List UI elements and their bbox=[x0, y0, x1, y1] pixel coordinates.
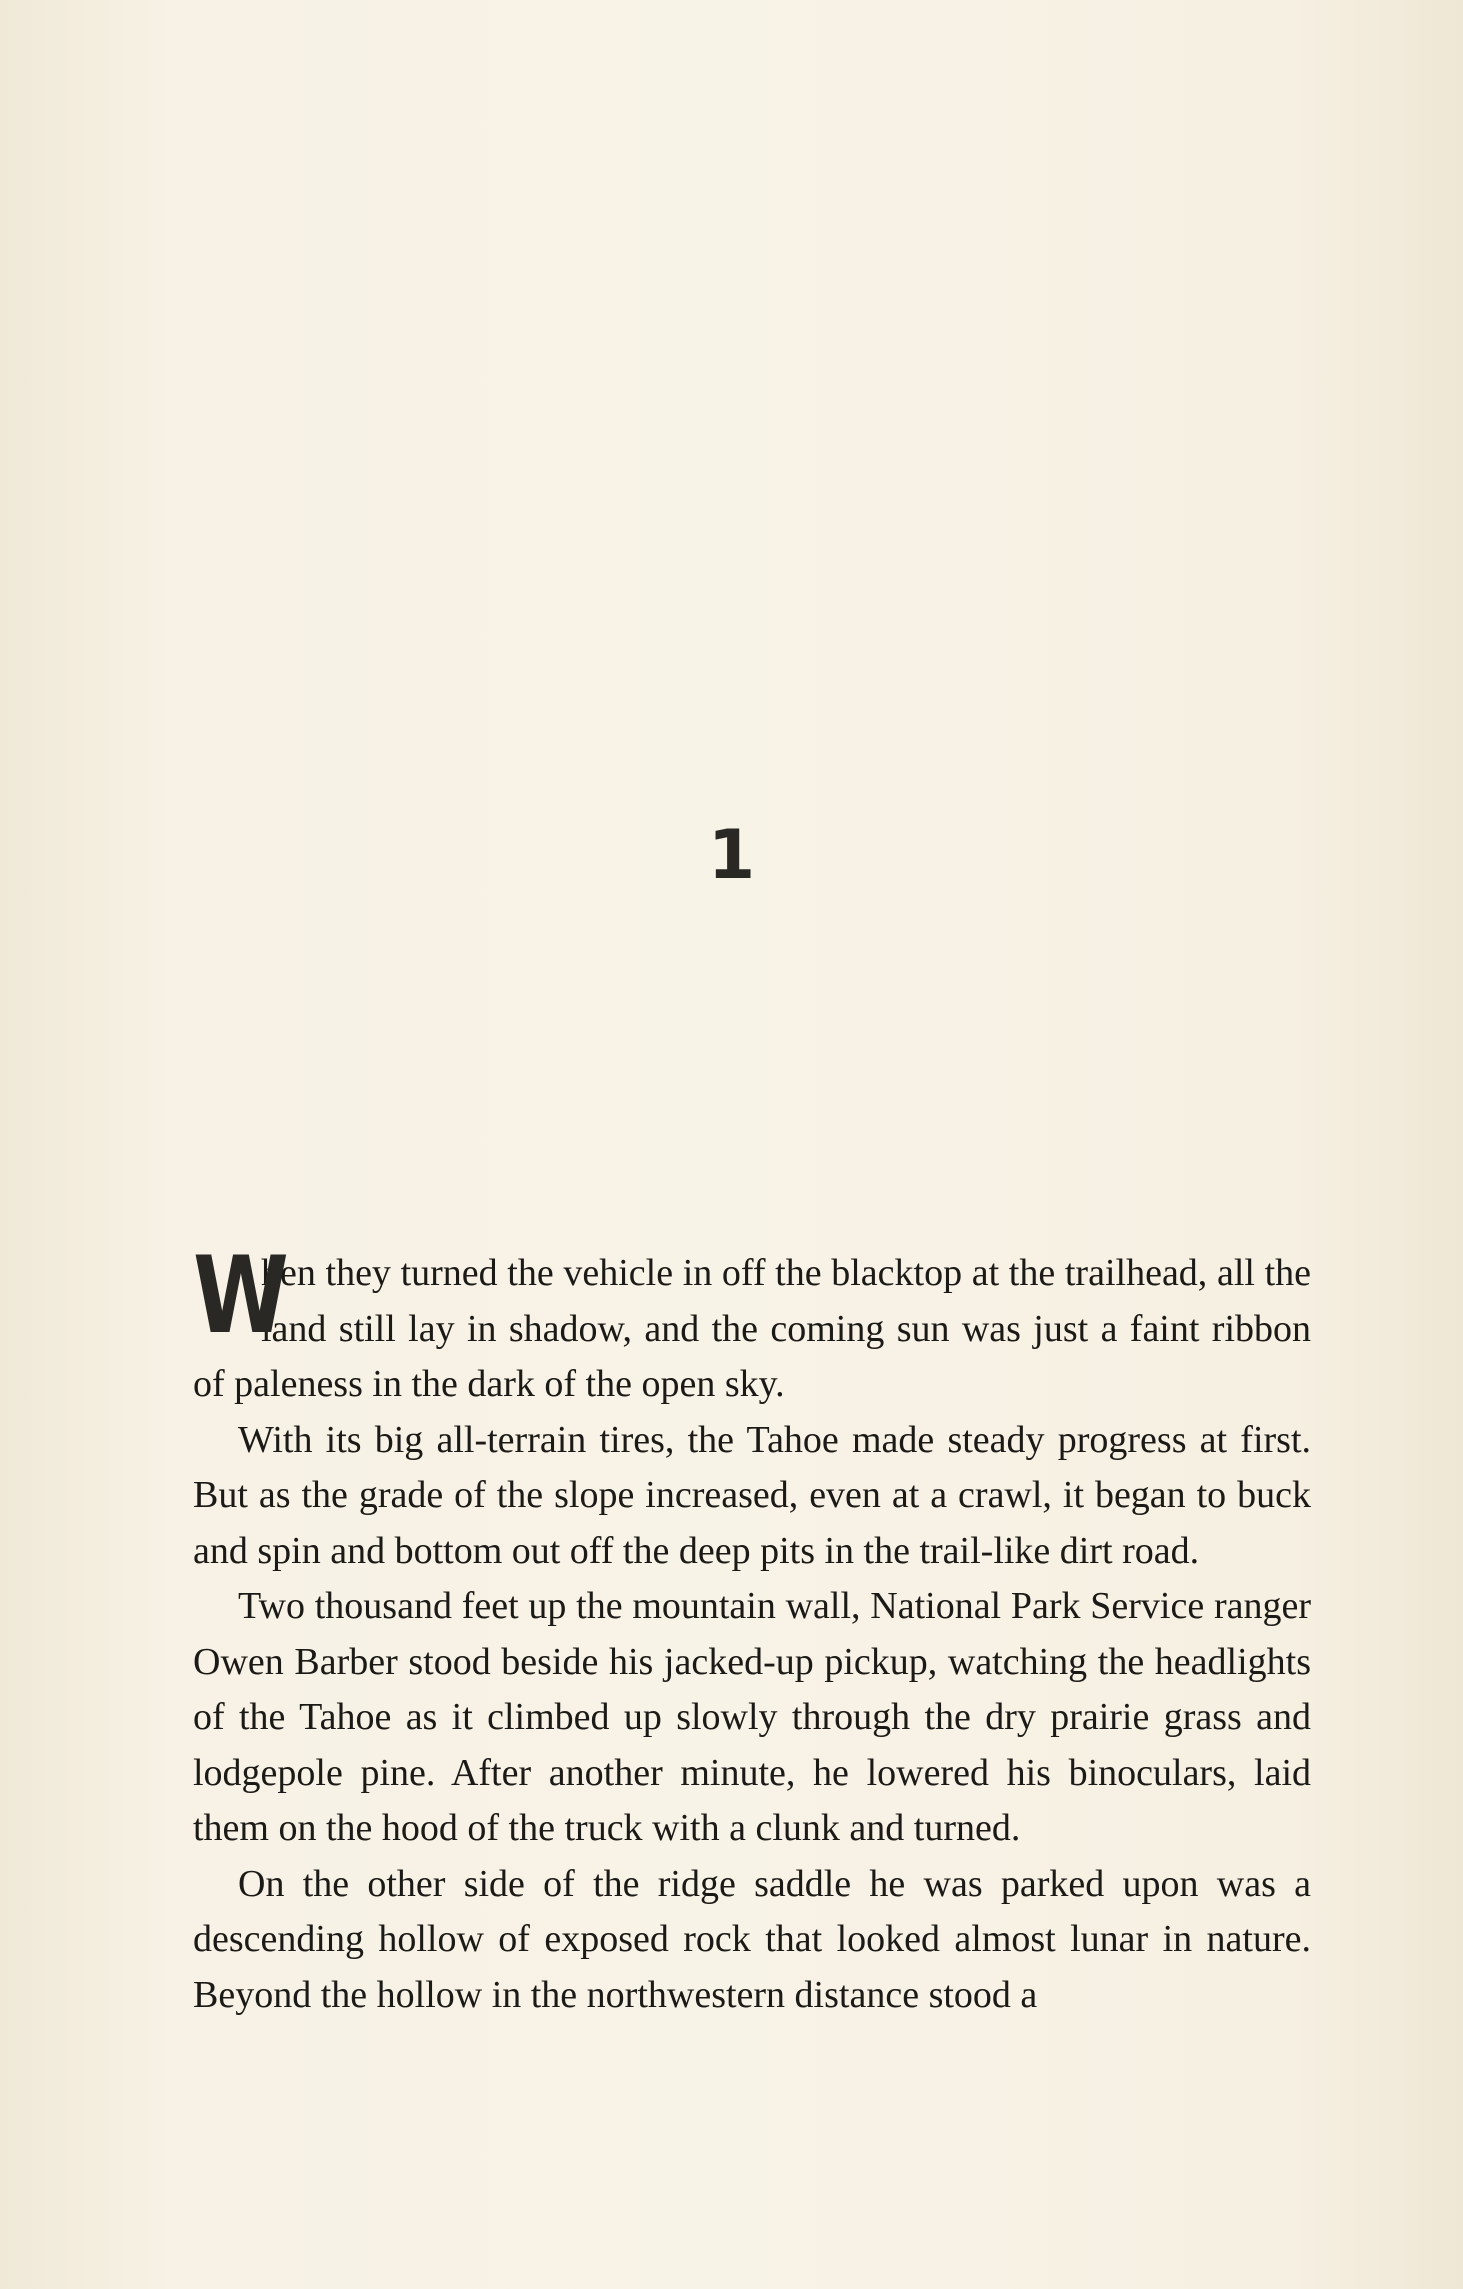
chapter-number: 1 bbox=[707, 816, 756, 895]
paragraph-text: Two thousand feet up the mountain wall, National Park Service ranger Owen Barber stood beside his jacked-up pickup, watching the headlights of the Tahoe as it climbed up slowly through the dry prairie grass and lodgepole pine. After another minute, he lowered his binoculars, laid them on the hood of the truck with a clunk and turned. bbox=[193, 1585, 1311, 1849]
paragraph-2 bbox=[193, 1413, 1311, 1580]
paragraph-3 bbox=[193, 1579, 1311, 1857]
paragraph-text: On the other side of the ridge saddle he was parked upon was a descending hollow of exposed rock that looked almost lunar in nature. Beyond the hollow in the northwestern distance stood a bbox=[193, 1862, 1311, 2016]
paragraph-1 bbox=[193, 1234, 1311, 1413]
paragraph-text: hen they turned the vehicle in off the blacktop at the trailhead, all the land still lay in shadow, and the coming sun was just a faint ribbon of paleness in the dark of the open sky. bbox=[193, 1252, 1311, 1405]
drop-cap: W bbox=[193, 1234, 289, 1357]
paragraph-4 bbox=[193, 1857, 1311, 2024]
paragraph-text: With its big all-terrain tires, the Tahoe made steady progress at first. But as the grade of the slope increased, even at a crawl, it began to buck and spin and bottom out off the deep pits in the trail-like dirt road. bbox=[193, 1418, 1311, 1572]
chapter-body bbox=[193, 1234, 1311, 2023]
